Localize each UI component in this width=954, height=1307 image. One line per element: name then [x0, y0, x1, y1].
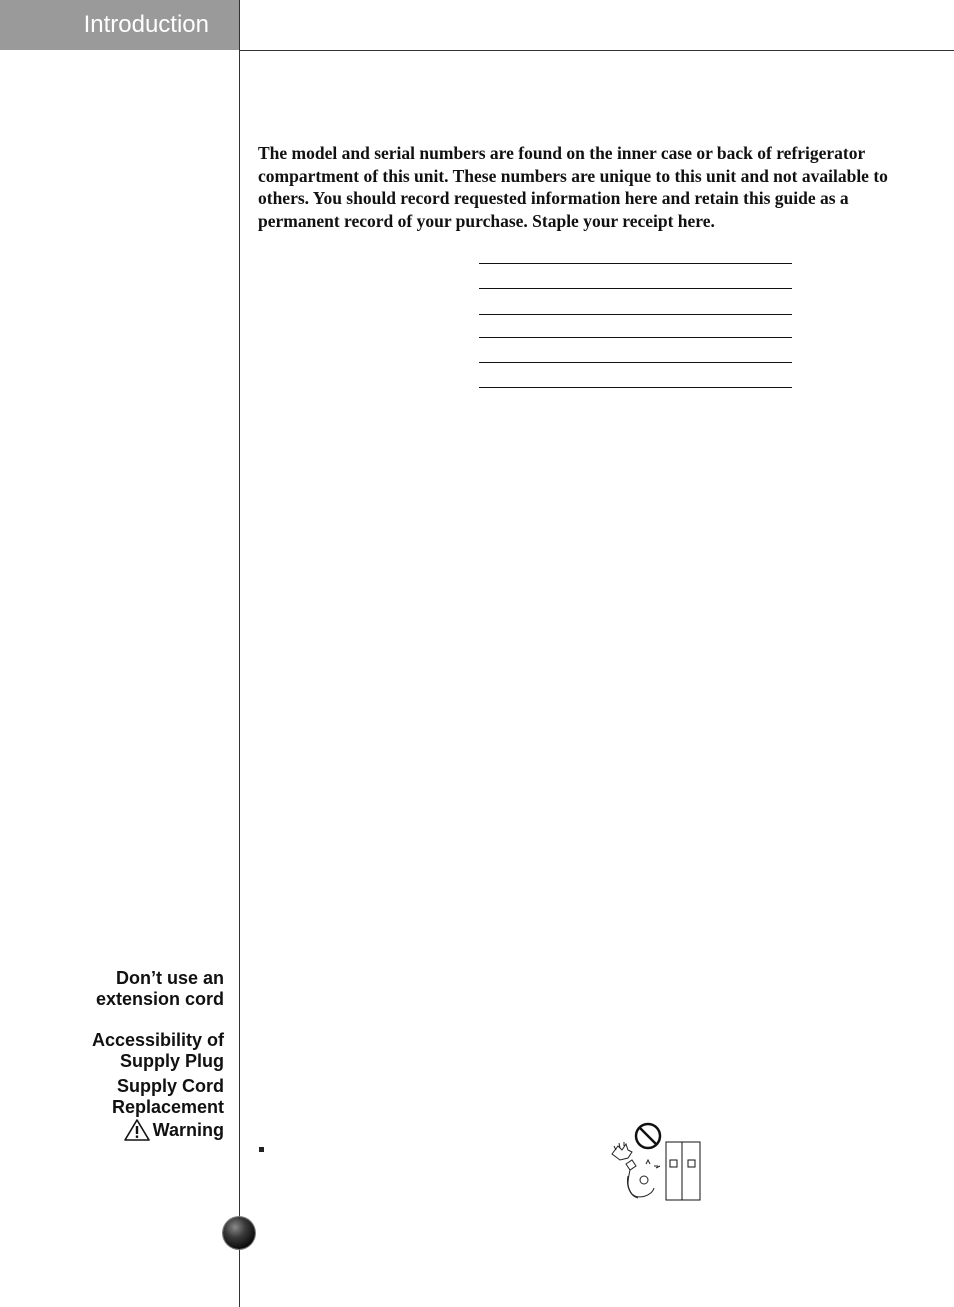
record-line: [479, 337, 792, 338]
heading-line: Supply Plug: [119, 1051, 224, 1071]
heading-line: Accessibility of: [91, 1030, 224, 1050]
no-symbol-icon: [636, 1124, 660, 1148]
hand-pulling-plug-icon: [612, 1142, 660, 1198]
record-line: [479, 263, 792, 264]
header-rule: [240, 50, 954, 51]
warning-text: Warning: [152, 1119, 224, 1140]
heading-line: Replacement: [111, 1097, 224, 1117]
record-line: [479, 314, 792, 315]
heading-supply-cord: [112, 1076, 224, 1147]
record-line: [479, 387, 792, 388]
margin-rule: [239, 0, 240, 1307]
refrigerator-icon: [666, 1142, 700, 1200]
record-line: [479, 288, 792, 289]
heading-extension-cord: [96, 968, 224, 1010]
page-marker: [223, 1217, 255, 1249]
warning-triangle-icon: [123, 1118, 151, 1142]
square-bullet: [259, 1147, 264, 1152]
section-tab: [0, 0, 240, 50]
heading-accessibility: [92, 1030, 224, 1072]
heading-line: Supply Cord: [117, 1076, 224, 1096]
record-line: [479, 362, 792, 363]
unplug-fridge-illustration: [608, 1120, 704, 1204]
intro-paragraph: The model and serial numbers are found on the inner case or back of refrigerator compartment of this unit. These numbers are unique to this unit and not available to others. You should record requested information here and retain this guide as a permanent record of your purchase. Staple your receipt here.: [258, 143, 888, 231]
heading-line: Don’t use an: [115, 968, 224, 988]
heading-line: extension cord: [95, 989, 224, 1009]
section-title: Introduction: [83, 11, 209, 38]
warning-label: [123, 1118, 224, 1142]
